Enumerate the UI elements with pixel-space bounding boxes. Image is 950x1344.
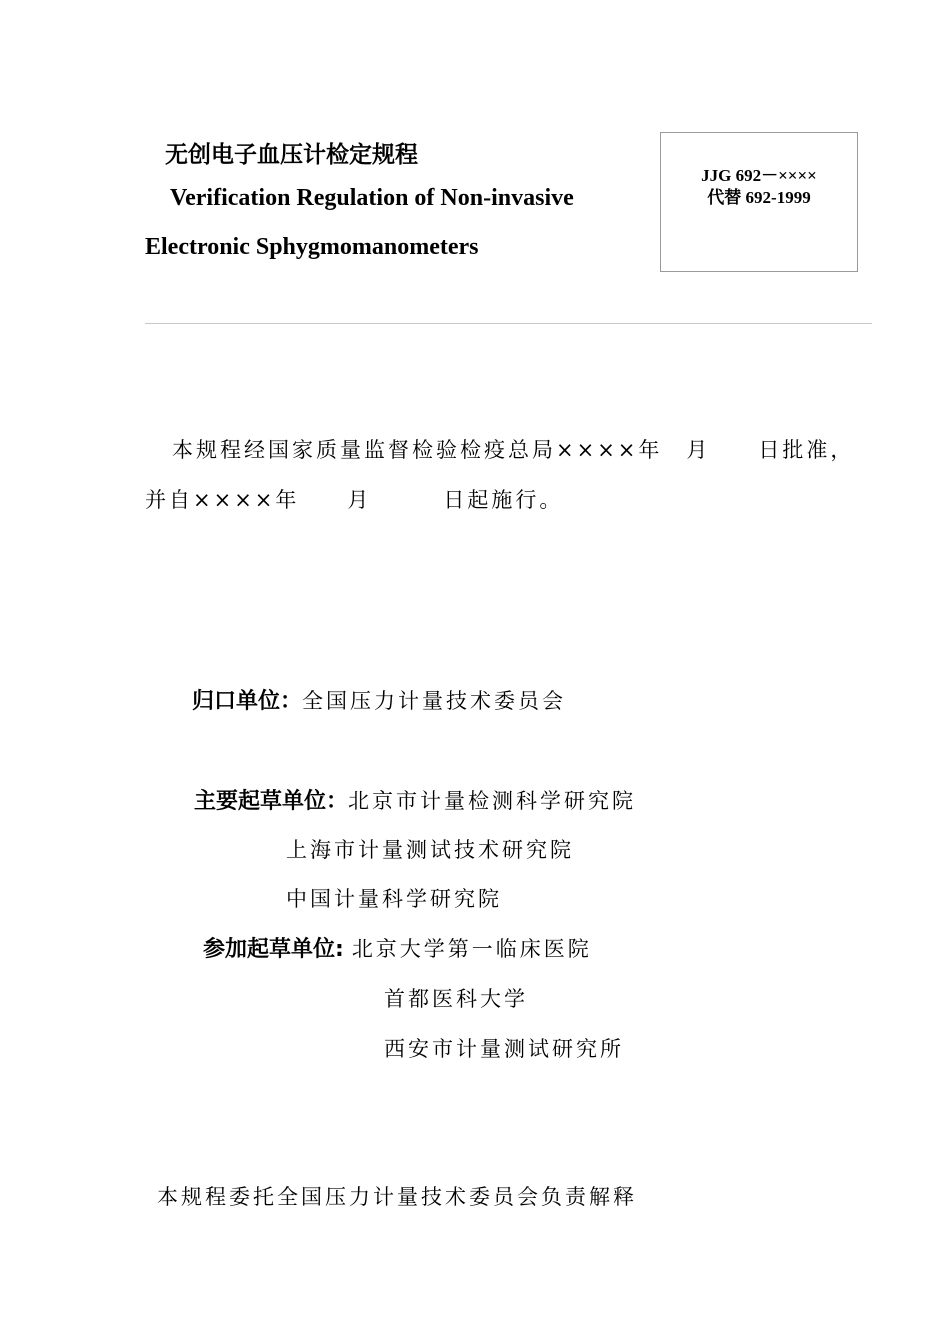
participating-row (203, 932, 592, 963)
main-drafting-unit: 上海市计量测试技术研究院 (286, 838, 574, 862)
participating-unit: 北京大学第一临床医院 (351, 937, 592, 961)
regulation-code-box (660, 132, 858, 272)
participating-unit: 首都医科大学 (384, 987, 528, 1011)
interpretation-note: 本规程委托全国压力计量技术委员会负责解释 (157, 1185, 637, 1209)
admin-unit-value: 全国压力计量技术委员会 (302, 689, 567, 713)
admin-unit-label: 归口单位： (192, 689, 303, 714)
approval-line-1: 本规程经国家质量监督检验检疫总局××××年 月 日批准， (172, 438, 855, 462)
replaces-code: 代替 692-1999 (707, 188, 811, 207)
main-drafting-unit: 北京市计量检测科学研究院 (348, 789, 637, 813)
admin-unit-row (192, 684, 566, 715)
approval-line-2: 并自××××年 月 日起施行。 (145, 488, 564, 512)
header-divider (145, 323, 872, 324)
participating-unit: 西安市计量测试研究所 (384, 1037, 624, 1061)
main-drafting-label: 主要起草单位： (194, 789, 349, 814)
main-drafting-row (194, 784, 636, 815)
title-chinese: 无创电子血压计检定规程 (165, 142, 418, 168)
participating-label: 参加起草单位: (203, 937, 344, 962)
regulation-code: JJG 692－×××× (701, 166, 817, 185)
main-drafting-unit: 中国计量科学研究院 (286, 887, 502, 911)
title-english-line1: Verification Regulation of Non-invasive (170, 185, 574, 211)
title-english-line2: Electronic Sphygmomanometers (145, 234, 479, 260)
